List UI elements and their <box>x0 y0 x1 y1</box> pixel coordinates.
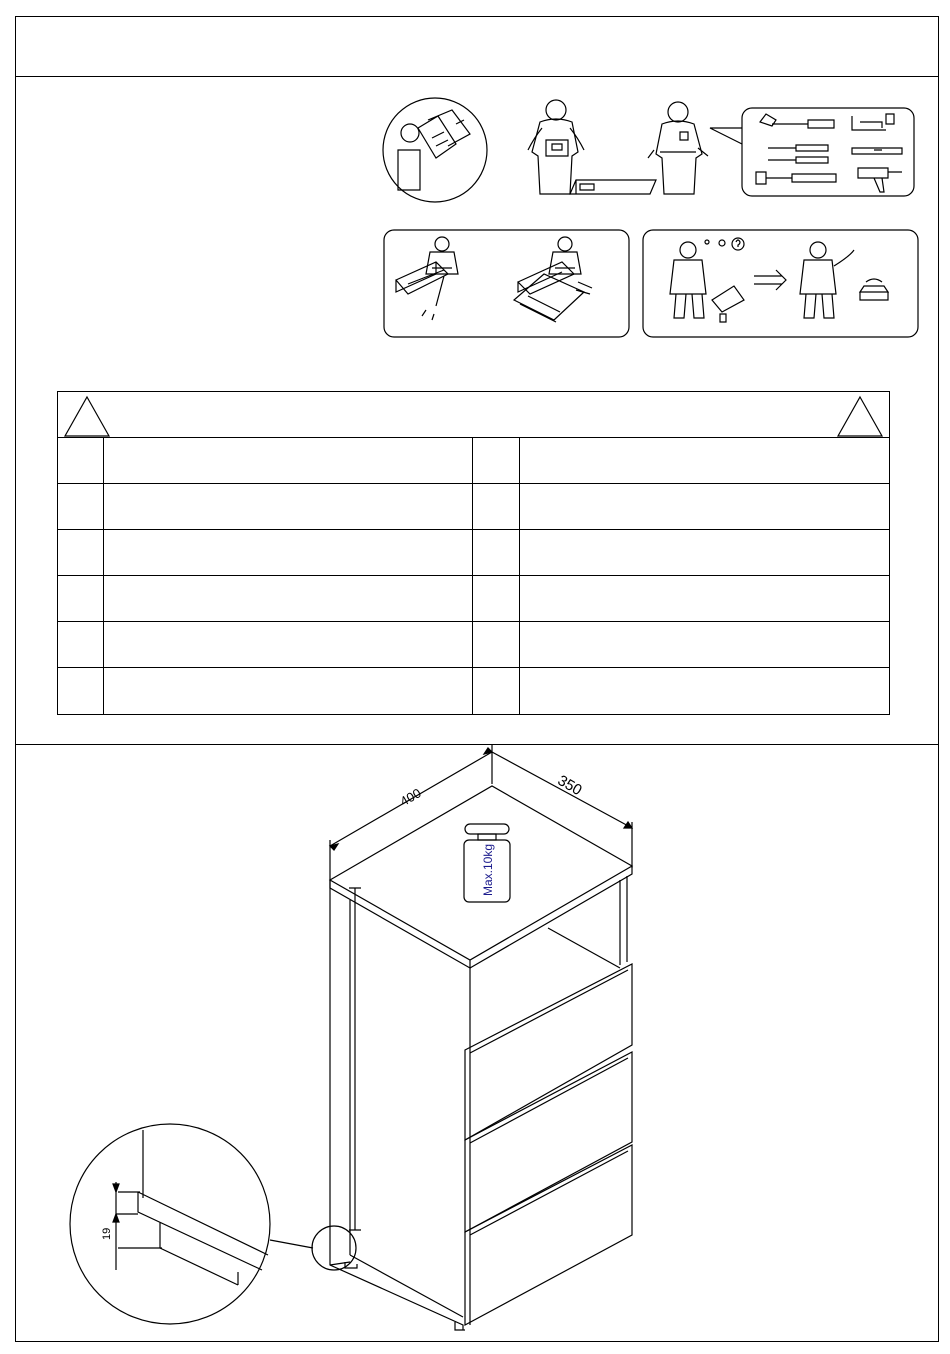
thickness-dimension-label: 19 <box>101 1227 113 1240</box>
drawer-front-1 <box>465 964 632 1140</box>
depth-dimension-label: 350 <box>554 771 585 800</box>
width-dimension-label: 400 <box>397 785 424 810</box>
drawer-front-2 <box>465 1052 632 1232</box>
detail-callout-magnifier <box>70 1124 356 1324</box>
drawer-front-3 <box>465 1145 632 1325</box>
max-load-label: Max.10kg <box>481 843 495 896</box>
cabinet-left-side <box>330 888 470 1330</box>
